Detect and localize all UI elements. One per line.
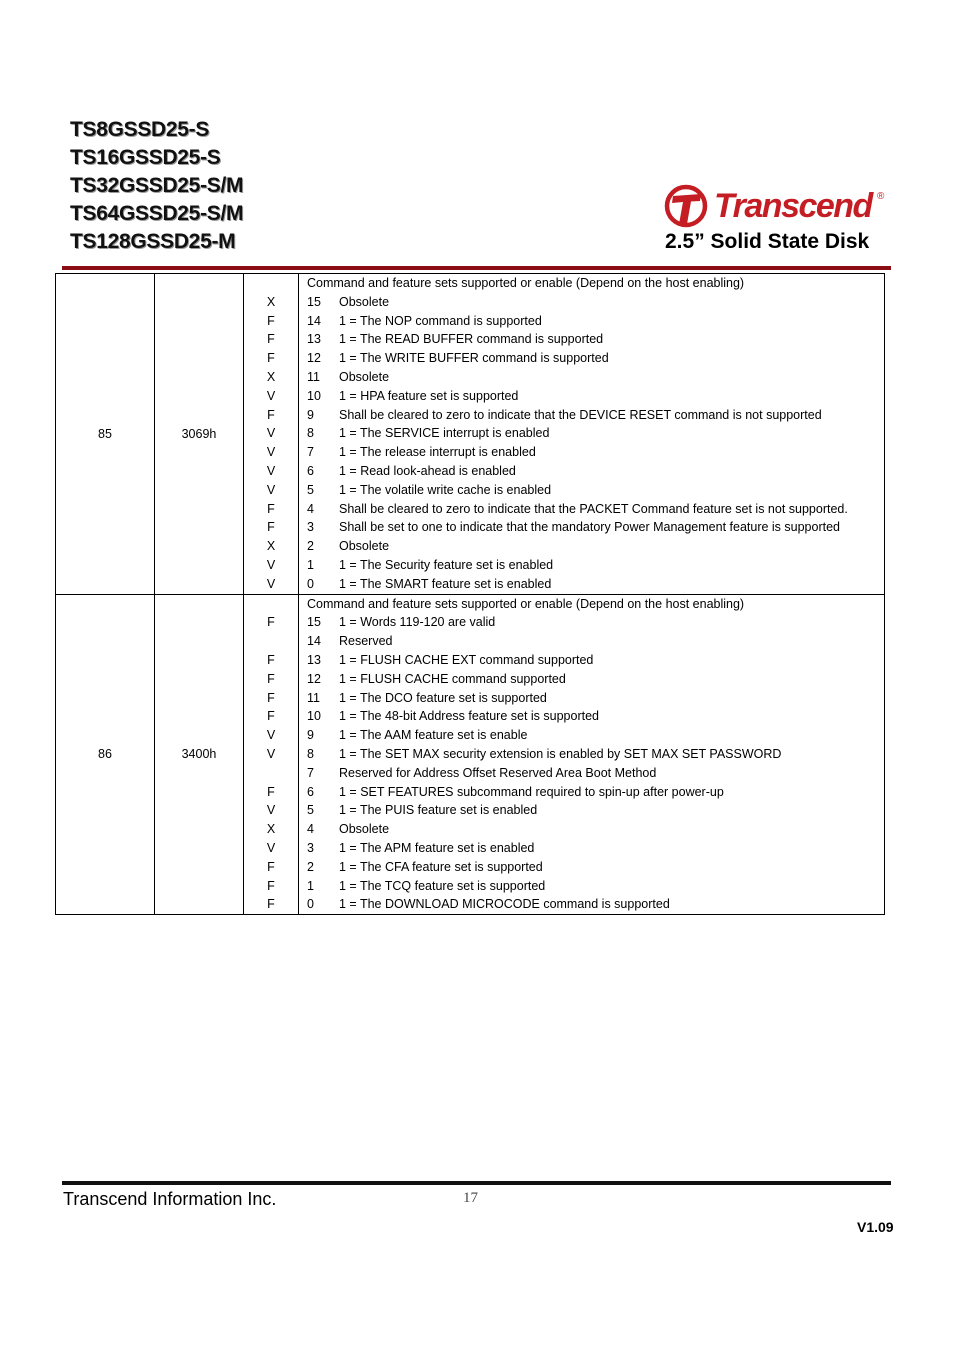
company-name: Transcend Information Inc.	[63, 1189, 277, 1209]
bit-description	[307, 895, 884, 914]
bit-text: 1 = The AAM feature set is enable	[339, 728, 528, 743]
product-subtitle: 2.5” Solid State Disk	[665, 230, 870, 253]
bit-text: 1 = SET FEATURES subcommand required to spin-up after power-up	[339, 784, 724, 799]
flag-spacer	[244, 274, 298, 293]
word-number-cell: 86	[56, 594, 155, 915]
bit-number: 15	[307, 615, 321, 630]
bit-description	[307, 632, 884, 651]
bit-flag: V	[266, 388, 276, 403]
bit-description	[307, 424, 884, 443]
bit-text: Shall be cleared to zero to indicate that the PACKET Command feature set is not supported.	[339, 501, 848, 516]
word-number-cell: 85	[56, 274, 155, 595]
table-row	[56, 274, 885, 595]
bit-text: 1 = The NOP command is supported	[339, 313, 542, 328]
bit-flag: X	[266, 822, 276, 837]
bit-text: 1 = The READ BUFFER command is supported	[339, 332, 604, 347]
bit-text: 1 = FLUSH CACHE EXT command supported	[339, 652, 594, 667]
bit-text: Obsolete	[339, 539, 390, 554]
bit-flag: F	[267, 520, 275, 535]
bit-text: 1 = The SERVICE interrupt is enabled	[339, 426, 550, 441]
model-name: TS32GSSD25-S/M	[70, 174, 244, 197]
bit-text: 1 = The PUIS feature set is enabled	[339, 803, 538, 818]
identify-word-table	[55, 273, 885, 915]
bit-flag: F	[267, 313, 275, 328]
bit-description	[307, 556, 884, 575]
bit-number: 8	[307, 426, 314, 441]
bit-description	[307, 330, 884, 349]
bit-text: 1 = The SMART feature set is enabled	[339, 576, 552, 591]
bit-text: Obsolete	[339, 294, 390, 309]
bit-description	[307, 613, 884, 632]
bit-flag: V	[266, 482, 276, 497]
bit-flag: V	[266, 746, 276, 761]
bit-flag: F	[267, 615, 275, 630]
bit-description	[307, 820, 884, 839]
bit-text: 1 = The release interrupt is enabled	[339, 445, 536, 460]
bit-text: 1 = Words 119-120 are valid	[339, 615, 496, 630]
description-intro: Command and feature sets supported or enable (Depend on the host enabling)	[307, 596, 745, 611]
bit-text: 1 = FLUSH CACHE command supported	[339, 671, 566, 686]
bit-text: 1 = The APM feature set is enabled	[339, 840, 535, 855]
bit-description	[307, 783, 884, 802]
bit-text: Reserved for Address Offset Reserved Area Boot Method	[339, 765, 657, 780]
bit-flag: F	[267, 878, 275, 893]
bit-flag: X	[266, 539, 276, 554]
bit-description	[307, 877, 884, 896]
bit-number: 0	[307, 576, 314, 591]
bit-number: 15	[307, 294, 321, 309]
bit-number: 5	[307, 482, 314, 497]
bit-text: 1 = The Security feature set is enabled	[339, 557, 554, 572]
bit-text: Obsolete	[339, 822, 390, 837]
bit-flag: F	[267, 897, 275, 912]
bit-text: 1 = Read look-ahead is enabled	[339, 463, 516, 478]
model-list	[70, 116, 243, 256]
bit-description	[307, 764, 884, 783]
bit-description	[307, 481, 884, 500]
bit-number: 4	[307, 501, 314, 516]
model-name: TS16GSSD25-S	[70, 146, 221, 169]
bit-number: 11	[307, 690, 320, 705]
bit-number: 3	[307, 840, 314, 855]
logo-wordmark: Transcend	[714, 187, 872, 225]
bit-number: 9	[307, 407, 314, 422]
bit-flag: V	[266, 728, 276, 743]
bit-description	[307, 801, 884, 820]
header-divider	[62, 266, 891, 270]
bit-number: 10	[307, 709, 321, 724]
table-row	[56, 594, 885, 915]
model-name: TS64GSSD25-S/M	[70, 202, 244, 225]
bit-flag: F	[267, 501, 275, 516]
bit-number: 9	[307, 728, 314, 743]
bit-flag: F	[267, 784, 275, 799]
bit-description	[307, 858, 884, 877]
bit-number: 3	[307, 520, 314, 535]
bit-number: 0	[307, 897, 314, 912]
bit-flag: F	[267, 709, 275, 724]
bit-flag: V	[266, 463, 276, 478]
bit-flag: F	[267, 859, 275, 874]
bit-number: 13	[307, 332, 321, 347]
bit-text: 1 = HPA feature set is supported	[339, 388, 519, 403]
bit-text: Shall be set to one to indicate that the mandatory Power Management feature is supported	[339, 520, 841, 535]
bit-number: 13	[307, 652, 321, 667]
bit-description	[307, 349, 884, 368]
bit-description	[307, 707, 884, 726]
bit-number: 14	[307, 313, 321, 328]
model-name: TS128GSSD25-M	[70, 230, 236, 253]
bit-flag: V	[266, 576, 276, 591]
bit-description	[307, 387, 884, 406]
bit-number: 11	[307, 369, 320, 384]
bit-text: 1 = The WRITE BUFFER command is supported	[339, 351, 609, 366]
flag-cell	[244, 594, 299, 915]
bit-text: 1 = The CFA feature set is supported	[339, 859, 543, 874]
bit-text: Reserved	[339, 634, 393, 649]
table-body	[56, 274, 885, 915]
bit-text: 1 = The SET MAX security extension is enabled by SET MAX SET PASSWORD	[339, 746, 782, 761]
model-name: TS8GSSD25-S	[70, 118, 210, 141]
bit-flag: X	[266, 294, 276, 309]
bit-flag: V	[266, 426, 276, 441]
bit-description	[307, 293, 884, 312]
default-value-cell: 3069h	[155, 274, 244, 595]
bit-number: 2	[307, 859, 314, 874]
flag-spacer	[244, 595, 298, 614]
bit-description	[307, 689, 884, 708]
bit-number: 12	[307, 351, 321, 366]
bit-number: 4	[307, 822, 314, 837]
bit-text: 1 = The DCO feature set is supported	[339, 690, 547, 705]
bit-flag: V	[266, 557, 276, 572]
bit-flag: X	[266, 369, 276, 384]
bit-number: 6	[307, 463, 314, 478]
bit-text: 1 = The volatile write cache is enabled	[339, 482, 552, 497]
bit-flag: F	[267, 671, 275, 686]
bit-number: 12	[307, 671, 321, 686]
bit-description	[307, 518, 884, 537]
registered-mark: ®	[877, 191, 885, 202]
bit-text: Shall be cleared to zero to indicate that the DEVICE RESET command is not supported	[339, 407, 822, 422]
bit-description	[307, 462, 884, 481]
bit-flag: F	[267, 407, 275, 422]
bit-description	[307, 443, 884, 462]
bit-number: 14	[307, 634, 321, 649]
bit-text: 1 = The DOWNLOAD MICROCODE command is supported	[339, 897, 670, 912]
default-value-cell: 3400h	[155, 594, 244, 915]
bit-description	[307, 651, 884, 670]
bit-flag: V	[266, 445, 276, 460]
transcend-logo	[664, 182, 894, 228]
bit-flag: F	[267, 332, 275, 347]
description-cell	[299, 594, 885, 915]
bit-number: 7	[307, 765, 314, 780]
description-intro: Command and feature sets supported or enable (Depend on the host enabling)	[307, 276, 745, 290]
bit-number: 8	[307, 746, 314, 761]
bit-flag	[244, 764, 298, 783]
bit-flag	[244, 632, 298, 651]
description-cell	[299, 274, 885, 595]
footer-divider	[62, 1181, 891, 1185]
bit-flag: F	[267, 652, 275, 667]
bit-description	[307, 839, 884, 858]
bit-number: 6	[307, 784, 314, 799]
bit-flag: V	[266, 803, 276, 818]
bit-flag: V	[266, 840, 276, 855]
bit-number: 7	[307, 445, 314, 460]
bit-description	[307, 745, 884, 764]
bit-description	[307, 726, 884, 745]
bit-description	[307, 670, 884, 689]
page-number: 17	[463, 1190, 478, 1206]
bit-text: Obsolete	[339, 369, 390, 384]
bit-number: 1	[307, 878, 314, 893]
bit-description	[307, 500, 884, 519]
bit-text: 1 = The TCQ feature set is supported	[339, 878, 546, 893]
bit-number: 10	[307, 388, 321, 403]
bit-number: 2	[307, 539, 314, 554]
flag-cell	[244, 274, 299, 595]
bit-description	[307, 575, 884, 594]
bit-description	[307, 312, 884, 331]
bit-flag: F	[267, 690, 275, 705]
bit-description	[307, 406, 884, 425]
document-version: V1.09	[857, 1219, 894, 1235]
bit-number: 5	[307, 803, 314, 818]
bit-description	[307, 368, 884, 387]
bit-text: 1 = The 48-bit Address feature set is supported	[339, 709, 599, 724]
bit-number: 1	[307, 557, 314, 572]
bit-description	[307, 537, 884, 556]
bit-flag: F	[267, 351, 275, 366]
